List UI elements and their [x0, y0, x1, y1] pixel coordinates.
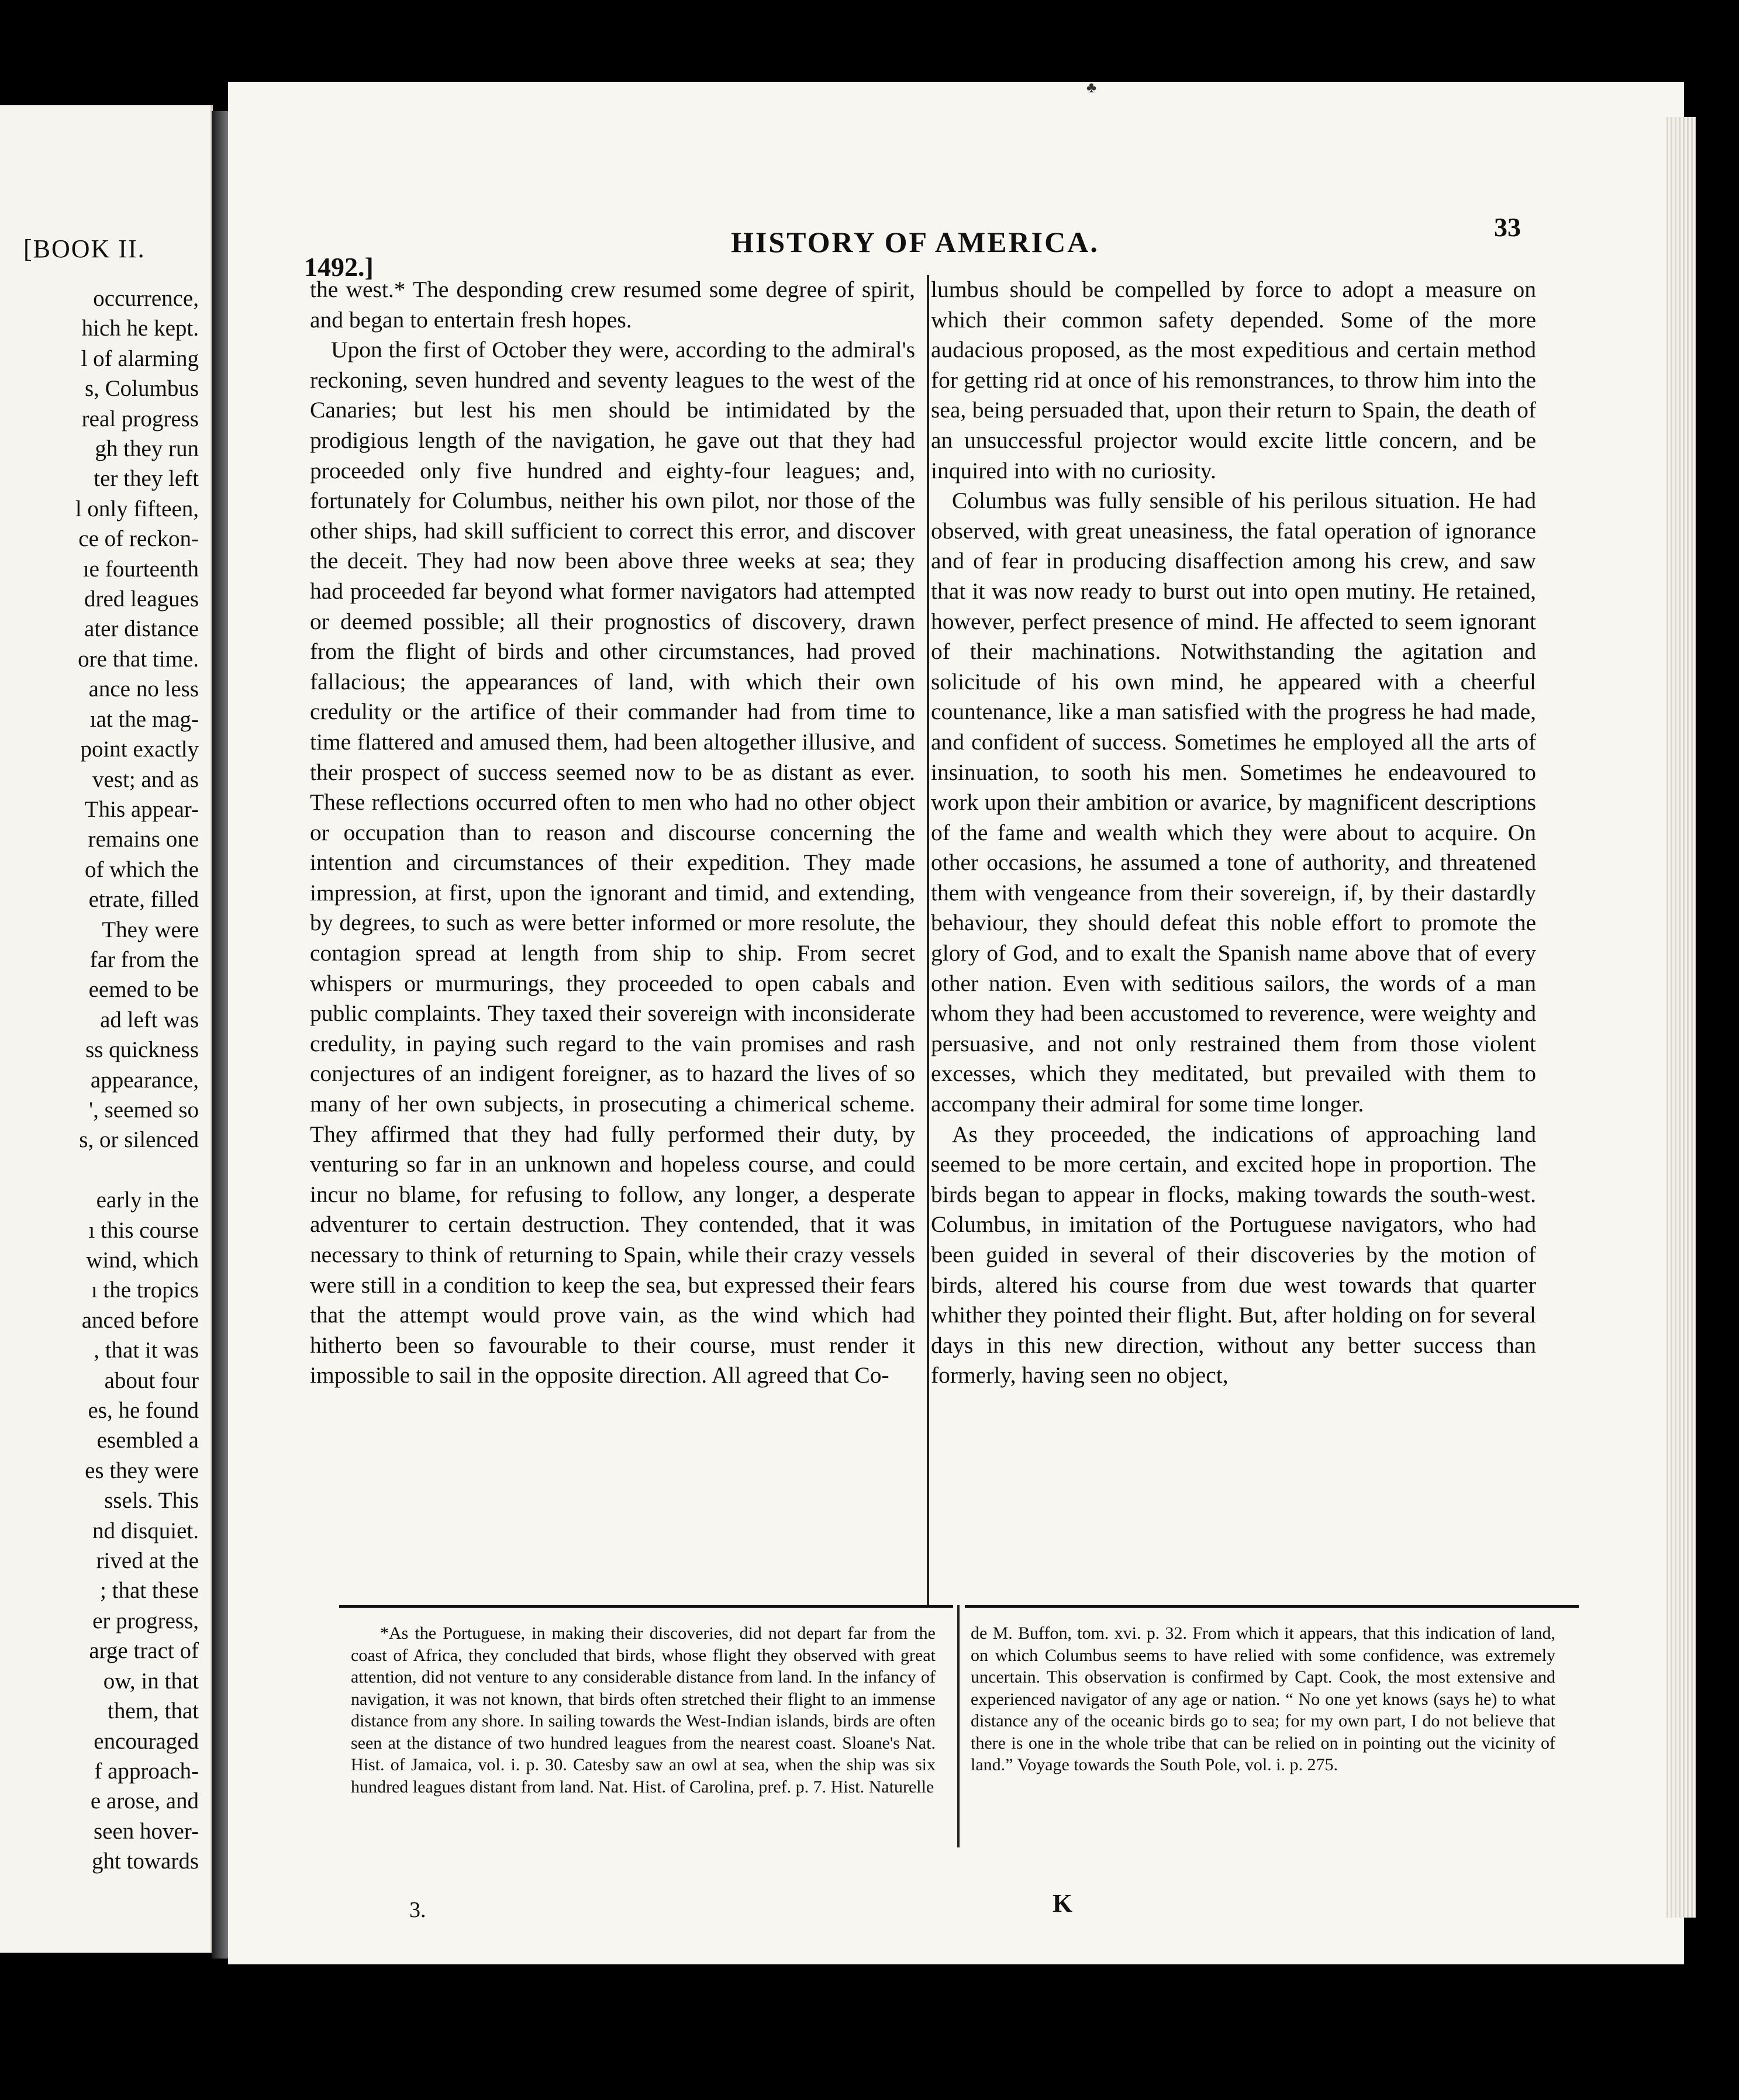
- left-line-fragment: es, he found: [88, 1398, 199, 1424]
- left-line-fragment: them, that: [108, 1698, 199, 1724]
- left-line-fragment: etrate, filled: [88, 887, 199, 913]
- left-line-fragment: point exactly: [80, 737, 199, 762]
- left-page-fragment: [0, 105, 213, 1953]
- left-line-fragment: encouraged: [94, 1728, 199, 1754]
- left-line-fragment: appearance,: [90, 1067, 199, 1093]
- left-line-fragment: real progress: [81, 406, 199, 431]
- left-line-fragment: l only fifteen,: [75, 496, 199, 521]
- left-line-fragment: occurrence,: [93, 286, 199, 311]
- left-line-fragment: s, Columbus: [84, 376, 199, 402]
- left-line-fragment: ssels. This: [104, 1488, 199, 1514]
- left-line-fragment: seen hover-: [93, 1818, 199, 1844]
- left-line-fragment: eemed to be: [88, 977, 199, 1003]
- paragraph: the west.* The desponding crew resumed some degree of spirit, and began to entertain fresh hopes.: [310, 277, 915, 333]
- left-line-fragment: They were: [102, 917, 199, 942]
- footnote-rule: [965, 1605, 1579, 1608]
- left-line-fragment: ı this course: [88, 1217, 199, 1243]
- text-column-left: [310, 275, 915, 1391]
- left-line-fragment: hich he kept.: [81, 316, 199, 341]
- left-line-fragment: e arose, and: [90, 1788, 199, 1814]
- paragraph: Upon the first of October they were, according to the admiral's reckoning, seven hundred and seventy leagues to the west of the Canaries; but lest his men should be intimidated by the prodigious length of the navigation, he gave out that they had proceeded only five hundred and eighty-four leagues; and, fortunately for Columbus, neither his own pilot, nor those of the other ships, had skill sufficient to correct this error, and discover the deceit. They had now been above three weeks at sea; they had proceeded far beyond what former navigators had attempted or deemed possible; all their prognostics of discovery, drawn from the flight of birds and other circumstances, had proved fallacious; the appearances of land, with which their own credulity or the artifice of their commander had from time to time flattered and amused them, had been altogether illusive, and their prospect of success seemed now to be as distant as ever. These reflections occurred often to men who had no other object or occupation than to reason and discourse concerning the intention and circumstances of their expedition. They made impression, at first, upon the ignorant and timid, and extending, by degrees, to such as were better informed or more resolute, the contagion spread at length from ship to ship. From secret whispers or murmurings, they proceeded to open cabals and public complaints. They taxed their sovereign with inconsiderate credulity, in paying such regard to the vain promises and rash conjectures of an indigent foreigner, as to hazard the lives of so many of her own subjects, in prosecuting a chimerical scheme. They affirmed that they had fully performed their duty, by venturing so far in an unknown and hopeless course, and could incur no blame, for refusing to follow, any longer, a desperate adventurer to certain destruction. They contended, that it was necessary to think of returning to Spain, while their crazy vessels were still in a condition to keep the sea, but expressed their fears that the attempt would prove vain, as the wind which had hitherto been so favourable to their course, must render it impossible to sail in the opposite direction. All agreed that Co-: [310, 337, 915, 1389]
- left-line-fragment: This appear-: [84, 796, 199, 822]
- running-head: HISTORY OF AMERICA.: [731, 226, 1099, 258]
- page-edges: [1666, 117, 1696, 1918]
- left-line-fragment: about four: [104, 1367, 199, 1393]
- left-line-fragment: arge tract of: [89, 1638, 199, 1664]
- left-line-fragment: ce of reckon-: [78, 526, 199, 552]
- text-column-right: [931, 275, 1536, 1391]
- left-line-fragment: vest; and as: [92, 766, 199, 792]
- left-line-fragment: gh they run: [95, 436, 199, 462]
- left-line-fragment: ater distance: [84, 616, 199, 642]
- left-line-fragment: ght towards: [91, 1849, 199, 1874]
- paragraph: As they proceeded, the indications of approaching land seemed to be more certain, and excited hope in proportion. The birds began to appear in flocks, making towards the south-west. Columbus, in imitation of the Portuguese navigators, who had been guided in several of their discoveries by the motion of birds, altered his course from due west towards that quarter whither they pointed their flight. But, after holding on for several days in this new direction, without any better success than formerly, having seen no object,: [931, 1121, 1536, 1389]
- footnote-rule: [339, 1605, 953, 1608]
- left-line-fragment: s, or silenced: [79, 1127, 199, 1153]
- left-line-fragment: ss quickness: [85, 1037, 199, 1063]
- footnote-right: de M. Buffon, tom. xvi. p. 32. From which it appears, that this indication of land, on which Columbus seems to have relied with some confidence, was extremely uncertain. This observation is confirmed by Capt. Cook, the most extensive and experienced navigator of any age or nation. “ No one yet knows (says he) to what distance any of the oceanic birds go to sea; for my own part, I do not believe that there is one in the whole tribe that can be relied on in pointing out the vicinity of land.” Voyage towards the South Pole, vol. i. p. 275.: [971, 1624, 1555, 1774]
- left-line-fragment: ıat the mag-: [89, 706, 199, 732]
- paragraph: lumbus should be compelled by force to adopt a measure on which their common safety depended. Some of the more audacious proposed, as the most expeditious and certain method for getting rid at once of his remonstrances, to throw him into the sea, being persuaded that, upon their return to Spain, the death of an unsuccessful projector would excite little concern, and be inquired into with no curiosity.: [931, 277, 1536, 483]
- footnote-left: *As the Portuguese, in making their discoveries, did not depart far from the coast of Africa, they concluded that birds, whose flight they observed with great attention, did not venture to any considerable distance from land. In the infancy of navigation, it was not known, that birds often stretched their flight to an immense distance from any shore. In sailing towards the West-Indian islands, birds are often seen at the distance of two hundred leagues from the nearest coast. Sloane's Nat. Hist. of Jamaica, vol. i. p. 30. Catesby saw an owl at sea, when the ship was six hundred leagues distant from land. Nat. Hist. of Carolina, pref. p. 7. Hist. Naturelle: [351, 1624, 936, 1797]
- left-line-fragment: es they were: [85, 1457, 199, 1483]
- left-line-fragment: ; that these: [100, 1578, 199, 1604]
- left-running-head: [BOOK II.: [23, 234, 146, 263]
- left-line-fragment: , that it was: [94, 1338, 199, 1363]
- left-line-fragment: dred leagues: [84, 586, 199, 612]
- page-number: 33: [1494, 212, 1521, 242]
- left-line-fragment: ter they left: [94, 466, 199, 492]
- left-line-fragment: anced before: [81, 1307, 199, 1333]
- left-line-fragment: wind, which: [86, 1248, 199, 1273]
- left-line-fragment: ance no less: [88, 676, 199, 702]
- left-page-text: [75, 284, 199, 1877]
- left-line-fragment: l of alarming: [81, 346, 199, 371]
- left-line-fragment: ore that time.: [78, 646, 199, 672]
- left-line-fragment: ow, in that: [103, 1668, 199, 1694]
- left-line-fragment: ad left was: [100, 1007, 199, 1032]
- left-line-fragment: er progress,: [92, 1608, 199, 1633]
- left-line-fragment: rived at the: [96, 1548, 199, 1574]
- catchword: K: [1053, 1889, 1073, 1918]
- left-line-fragment: esembled a: [96, 1428, 199, 1453]
- signature-mark: 3.: [409, 1898, 426, 1922]
- left-line-fragment: [75, 1155, 199, 1185]
- left-line-fragment: ı the tropics: [91, 1277, 199, 1303]
- paragraph: Columbus was fully sensible of his perilous situation. He had observed, with great uneasiness, the fatal operation of ignorance and of fear in producing disaffection among his crew, and saw that it was now ready to burst out into open mutiny. He retained, however, perfect presence of mind. He affected to seem ignorant of their machinations. Notwithstanding the agitation and solicitude of his own mind, he appeared with a cheerful countenance, like a man satisfied with the progress he had made, and confident of success. Sometimes he employed all the arts of insinuation, to sooth his men. Sometimes he endeavoured to work upon their ambition or avarice, by magnificent descriptions of the fame and wealth which they were about to acquire. On other occasions, he assumed a tone of authority, and threatened them with vengeance from their sovereign, if, by their dastardly behaviour, they should defeat this noble effort to promote the glory of God, and to exalt the Spanish name above that of every other nation. Even with seditious sailors, the words of a man whom they had been accustomed to reverence, were weighty and persuasive, and not only restrained them from those violent excesses, which they meditated, but prevailed with them to accompany their admiral for some time longer.: [931, 488, 1536, 1117]
- left-line-fragment: of which the: [85, 856, 199, 882]
- footnote-divider: [957, 1605, 960, 1847]
- left-line-fragment: ', seemed so: [89, 1097, 199, 1122]
- left-line-fragment: nd disquiet.: [92, 1518, 199, 1543]
- column-divider: [927, 275, 929, 1608]
- left-line-fragment: ıe fourteenth: [82, 556, 199, 582]
- left-line-fragment: far from the: [89, 947, 199, 972]
- left-line-fragment: f approach-: [94, 1758, 199, 1784]
- left-line-fragment: remains one: [88, 827, 199, 852]
- left-line-fragment: early in the: [96, 1187, 199, 1213]
- year-marker: 1492.]: [304, 252, 374, 282]
- top-mark: ♣: [1086, 79, 1097, 96]
